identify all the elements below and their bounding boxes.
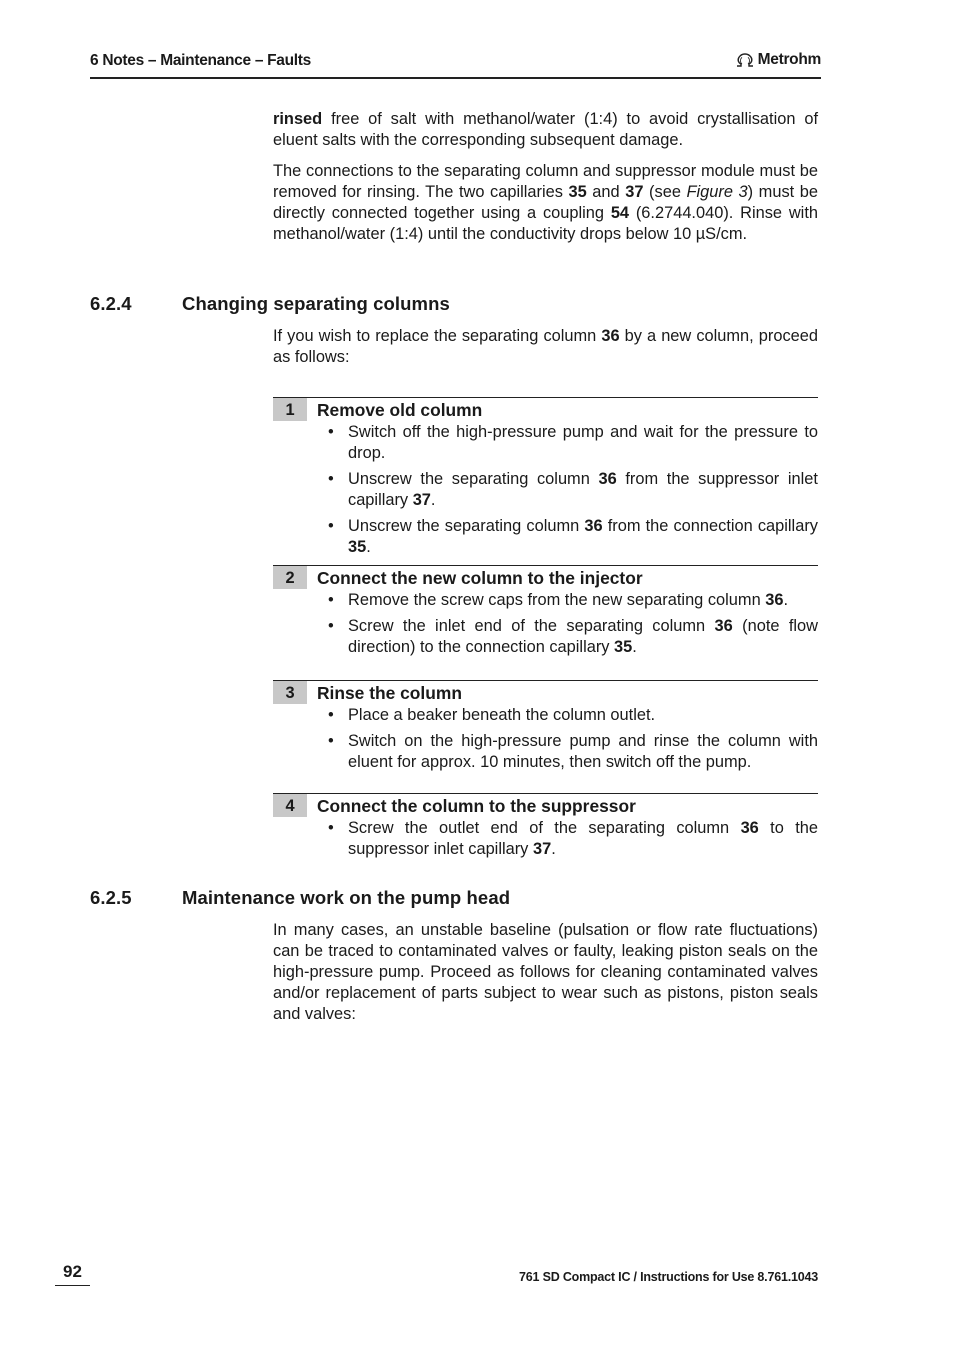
omega-logo-icon — [735, 53, 755, 67]
section-number: 6.2.4 — [90, 293, 132, 314]
step-4 — [273, 793, 818, 865]
list-item: • Place a beaker beneath the column outlet. — [328, 706, 656, 724]
step-number: 1 — [273, 398, 307, 421]
section-heading-6-2-4 — [90, 293, 450, 315]
section-heading-6-2-5 — [90, 887, 510, 909]
brand-logo — [735, 51, 821, 69]
list-item: • Screw the outlet end of the separating column 36 to the suppressor inlet capillary 37. — [328, 819, 818, 858]
list-item: • Unscrew the separating column 36 from the suppressor inlet capillary 37. — [328, 470, 818, 509]
step-2 — [273, 565, 818, 663]
list-item: • Screw the inlet end of the separating column 36 (note flow direction) to the connection capillary 35. — [328, 617, 818, 656]
step-number: 3 — [273, 681, 307, 704]
step-1 — [273, 397, 818, 563]
list-item: • Switch on the high-pressure pump and rinse the column with eluent for approx. 10 minutes, then switch off the pump. — [328, 732, 818, 771]
page-header — [90, 50, 821, 79]
list-item: • Unscrew the separating column 36 from the connection capillary 35. — [328, 517, 818, 556]
page-number: 92 — [55, 1262, 90, 1286]
list-item: • Remove the screw caps from the new separating column 36. — [328, 591, 789, 609]
document-reference: 761 SD Compact IC / Instructions for Use 8.761.1043 — [519, 1270, 818, 1284]
brand-name: Metrohm — [757, 51, 821, 68]
step-number: 2 — [273, 566, 307, 589]
step-number: 4 — [273, 794, 307, 817]
step-title: Rinse the column — [317, 683, 462, 703]
header-section-title: 6 Notes – Maintenance – Faults — [90, 52, 311, 69]
intro-paragraph-2: The connections to the separating column and suppressor module must be removed for rinsing. The two capillaries 35 and 37 (see Figure 3) must be directly connected together using a coupling 54 (6.2744.040). Rinse with methanol/water (1:4) until the conductivity drops below 10 µS/cm. — [273, 162, 818, 243]
step-title: Connect the column to the suppressor — [317, 796, 636, 816]
section-title: Maintenance work on the pump head — [182, 887, 511, 908]
intro-block — [273, 109, 818, 245]
section-number: 6.2.5 — [90, 887, 132, 908]
list-item: • Switch off the high-pressure pump and wait for the pressure to drop. — [328, 423, 818, 462]
step-title: Connect the new column to the injector — [317, 568, 643, 588]
step-title: Remove old column — [317, 400, 483, 420]
step-3 — [273, 680, 818, 778]
intro-paragraph-1: rinsed free of salt with methanol/water (1:4) to avoid crystallisation of eluent salts with the corresponding subsequent damage. — [273, 110, 818, 149]
section-intro: If you wish to replace the separating column 36 by a new column, proceed as follows: — [273, 327, 818, 366]
section-title: Changing separating columns — [182, 293, 450, 314]
section-paragraph: In many cases, an unstable baseline (pulsation or flow rate fluctuations) can be traced to contaminated valves or faulty, leaking piston seals on the high-pressure pump. Proceed as follows for cleaning contaminated valves and/or replacement of parts subject to wear such as pistons, piston seals and valves: — [273, 921, 818, 1023]
